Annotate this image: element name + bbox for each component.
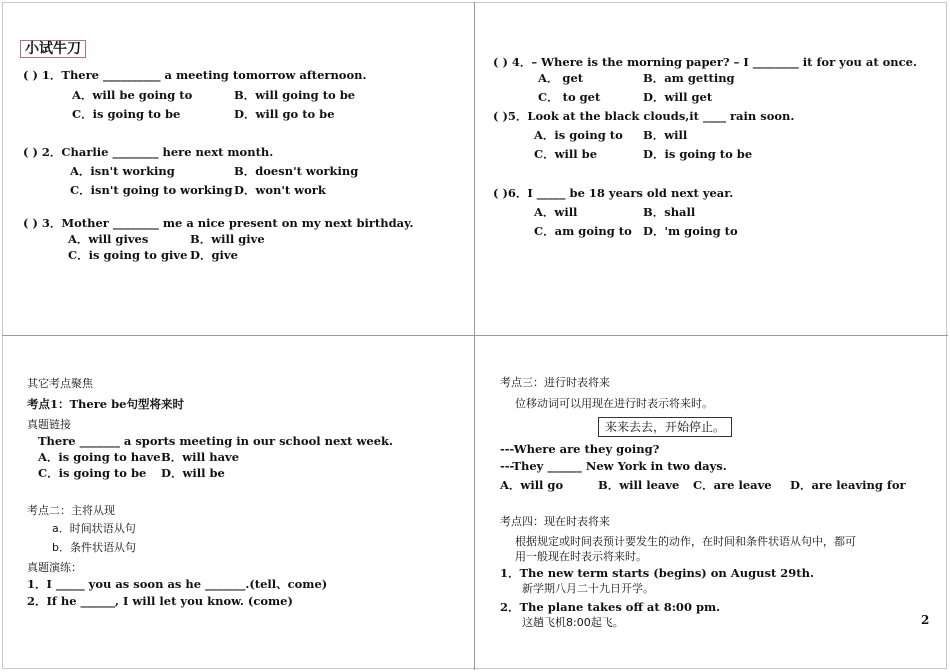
- mnemonic-box: 来来去去，开始停止。: [598, 417, 732, 437]
- section-title: 小试牛刀: [20, 40, 86, 58]
- dialog-line-2: ---They ______ New York in two days.: [500, 459, 727, 473]
- page-number: 2: [921, 613, 930, 627]
- question-2-option-a: A．isn't working: [70, 164, 175, 178]
- question-5-option-c: C．will be: [534, 147, 598, 161]
- point-3-option-b: B．will leave: [598, 478, 680, 492]
- question-3-stem: ( ) 3．Mother ________ me a nice present on my next birthday.: [23, 216, 414, 230]
- question-6-option-b: B．shall: [643, 205, 696, 219]
- point-2-sub-a: a．时间状语从句: [52, 522, 136, 535]
- question-4-stem: ( ) 4．– Where is the morning paper? – I ________ it for you at once.: [493, 55, 917, 69]
- dialog-line-1: ---Where are they going?: [500, 442, 660, 456]
- practice-exercise-1: 1．I _____ you as soon as he _______.(tell、come): [27, 577, 328, 591]
- question-3-option-c: C．is going to give: [68, 248, 188, 262]
- point-4-description-line-2: 用一般现在时表示将来时。: [515, 550, 647, 563]
- point-4-example-2: 2．The plane takes off at 8:00 pm.: [500, 600, 721, 614]
- question-1-option-a: A．will be going to: [72, 88, 193, 102]
- point-3-description: 位移动词可以用现在进行时表示将来时。: [515, 397, 713, 410]
- question-3-option-d: D．give: [190, 248, 238, 262]
- point-4-example-1: 1．The new term starts (begins) on August 29th.: [500, 566, 814, 580]
- point-3-option-a: A．will go: [500, 478, 564, 492]
- point-1-option-d: D．will be: [161, 466, 225, 480]
- vertical-divider: [474, 2, 475, 670]
- question-4-option-b: B．am getting: [643, 71, 735, 85]
- question-6-stem: ( )6．I _____ be 18 years old next year.: [493, 186, 734, 200]
- point-1-option-b: B．will have: [161, 450, 240, 464]
- point-4-example-2-translation: 这趟飞机8:00起飞。: [522, 616, 624, 629]
- point-2-title: 考点二：主将从现: [27, 504, 115, 517]
- question-4-option-a: A． get: [538, 71, 584, 85]
- practice-exercise-2: 2．If he ______, I will let you know. (come): [27, 594, 293, 608]
- point-4-example-1-translation: 新学期八月二十九日开学。: [522, 582, 654, 595]
- point-1-sentence: There _______ a sports meeting in our school next week.: [38, 434, 393, 448]
- question-3-option-a: A．will gives: [68, 232, 149, 246]
- question-2-option-d: D．won't work: [234, 183, 326, 197]
- practice-label: 真题演练：: [27, 561, 82, 574]
- point-2-sub-b: b．条件状语从句: [52, 541, 136, 554]
- point-4-description-line-1: 根据规定或时间表预计要发生的动作，在时间和条件状语从句中，都可: [515, 535, 856, 548]
- point-3-title: 考点三：进行时表将来: [500, 376, 610, 389]
- point-3-option-d: D．are leaving for: [790, 478, 906, 492]
- point-1-title: 考点1：There be句型将来时: [27, 397, 184, 411]
- question-2-stem: ( ) 2．Charlie ________ here next month.: [23, 145, 274, 159]
- question-6-option-d: D．'m going to: [643, 224, 738, 238]
- question-1-option-d: D．will go to be: [234, 107, 335, 121]
- question-5-option-b: B．will: [643, 128, 688, 142]
- question-4-option-d: D．will get: [643, 90, 713, 104]
- question-1-option-b: B．will going to be: [234, 88, 356, 102]
- question-1-option-c: C．is going to be: [72, 107, 181, 121]
- question-6-option-c: C．am going to: [534, 224, 632, 238]
- point-1-option-c: C．is going to be: [38, 466, 147, 480]
- question-5-option-a: A．is going to: [534, 128, 623, 142]
- question-3-option-b: B．will give: [190, 232, 265, 246]
- question-1-stem: ( ) 1．There __________ a meeting tomorrow afternoon.: [23, 68, 367, 82]
- point-3-option-c: C．are leave: [693, 478, 772, 492]
- other-points-heading: 其它考点聚焦: [27, 377, 93, 390]
- question-5-stem: ( )5．Look at the black clouds,it ____ rain soon.: [493, 109, 795, 123]
- question-4-option-c: C． to get: [538, 90, 601, 104]
- question-2-option-b: B．doesn't working: [234, 164, 359, 178]
- point-1-option-a: A．is going to have: [38, 450, 161, 464]
- question-2-option-c: C．isn't going to working: [70, 183, 233, 197]
- real-question-link-label: 真题链接: [27, 418, 71, 431]
- question-5-option-d: D．is going to be: [643, 147, 753, 161]
- point-4-title: 考点四：现在时表将来: [500, 515, 610, 528]
- question-6-option-a: A．will: [534, 205, 578, 219]
- horizontal-divider: [2, 335, 948, 336]
